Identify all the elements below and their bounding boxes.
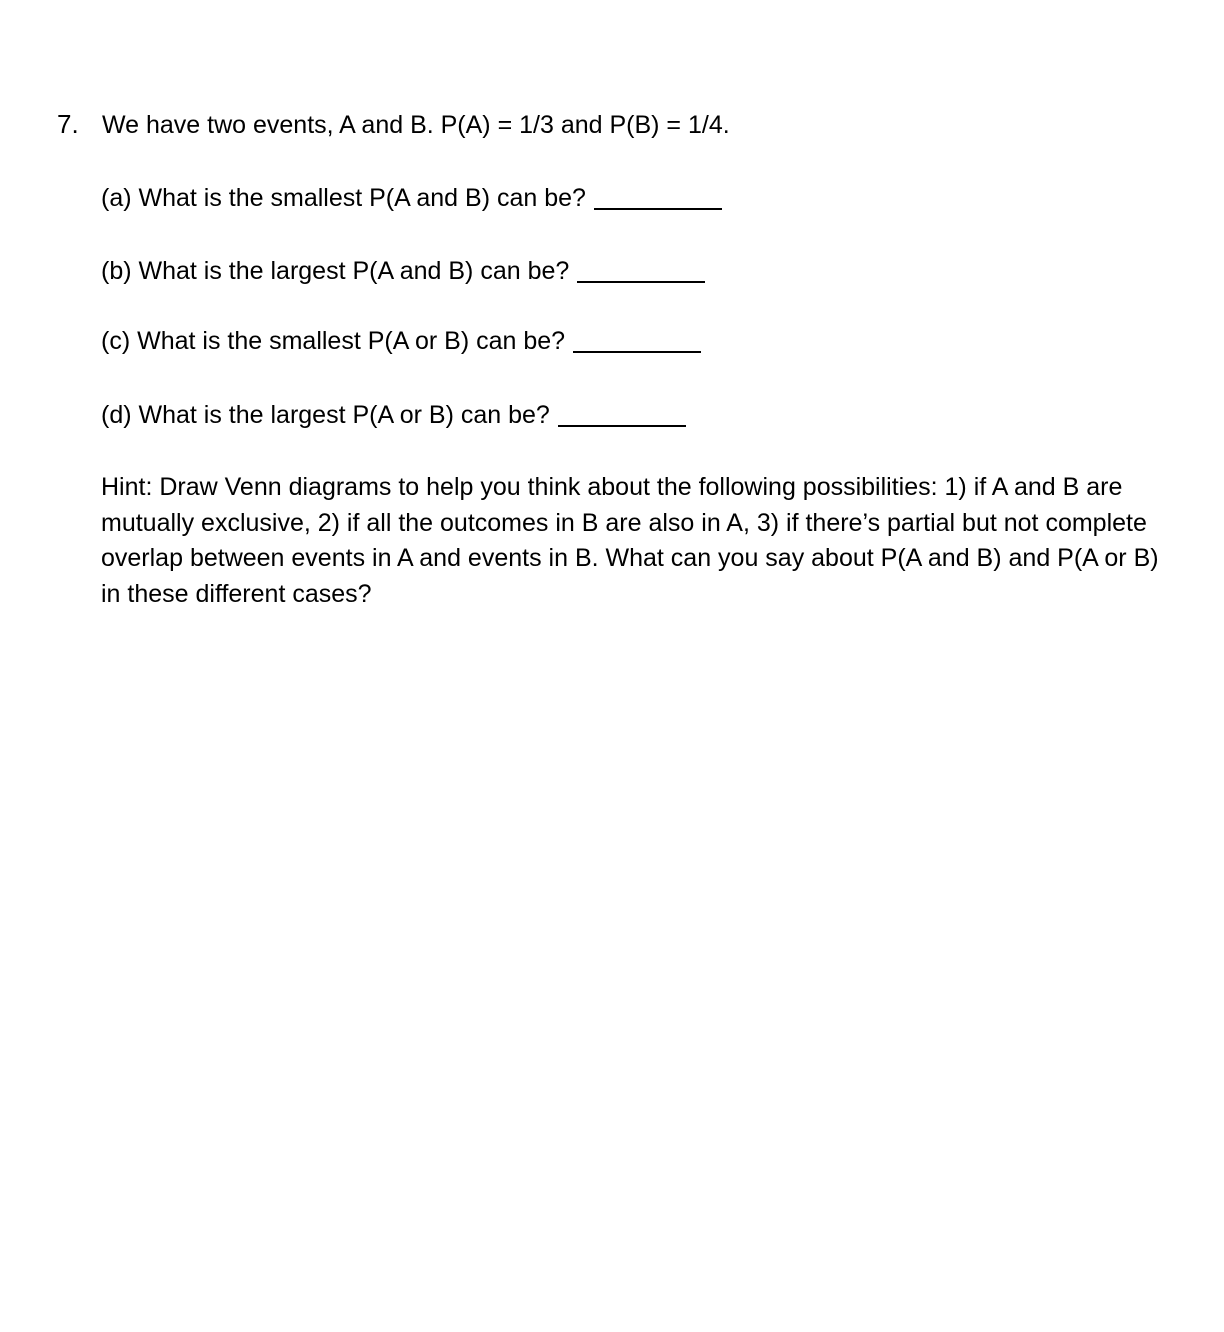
part-c	[101, 325, 701, 357]
part-a-answer-blank[interactable]	[594, 188, 722, 210]
part-b-text: (b) What is the largest P(A and B) can be?	[101, 257, 570, 285]
part-d	[101, 399, 686, 431]
part-b	[101, 255, 705, 287]
part-a-text: (a) What is the smallest P(A and B) can be?	[101, 184, 586, 212]
part-d-answer-blank[interactable]	[558, 405, 686, 427]
question-stem: We have two events, A and B. P(A) = 1/3 and P(B) = 1/4.	[102, 111, 730, 139]
part-b-answer-blank[interactable]	[577, 261, 705, 283]
question-number: 7.	[57, 109, 79, 139]
hint-paragraph: Hint: Draw Venn diagrams to help you think about the following possibilities: 1) if A and B are mutually exclusive, 2) if all the outcomes in B are also in A, 3) if there’s partial but not complete overlap between events in A and events in B. What can you say about P(A and B) and P(A or B) in these different cases?	[101, 473, 1159, 608]
part-d-text: (d) What is the largest P(A or B) can be?	[101, 401, 550, 429]
part-c-text: (c) What is the smallest P(A or B) can be?	[101, 327, 566, 355]
part-c-answer-blank[interactable]	[573, 331, 701, 353]
part-a	[101, 182, 722, 214]
